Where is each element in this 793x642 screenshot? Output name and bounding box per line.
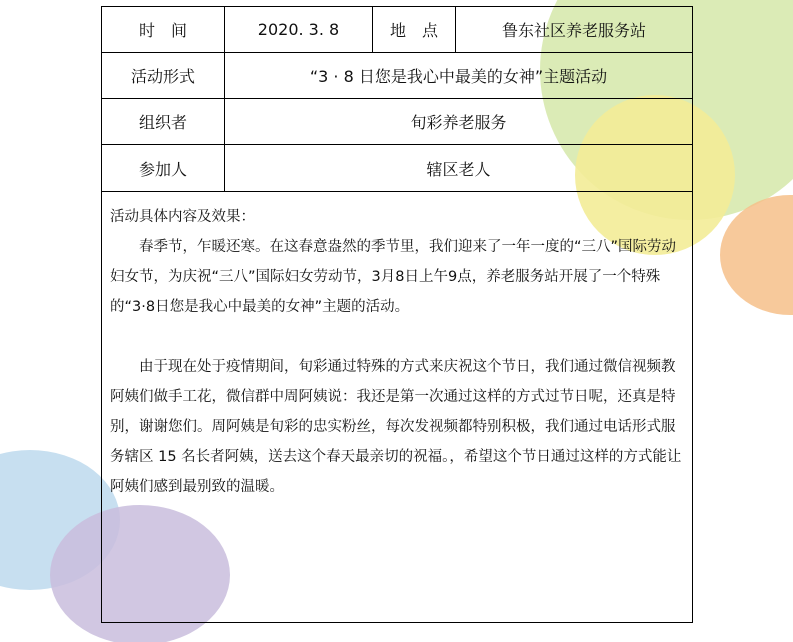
time-place-row <box>102 7 692 53</box>
time-label: 时 间 <box>138 21 187 40</box>
activity-form-value: “3 · 8 日您是我心中最美的女神”主题活动 <box>224 53 692 98</box>
place-value: 鲁东社区养老服务站 <box>455 7 692 52</box>
activity-record-table <box>101 6 693 623</box>
activity-content-section <box>102 192 692 622</box>
organizer-label: 组织者 <box>138 113 187 132</box>
place-label: 地 点 <box>372 7 455 52</box>
organizer-row <box>102 99 692 145</box>
activity-form-row <box>102 53 692 99</box>
content-heading: 活动具体内容及效果： <box>110 209 255 225</box>
paragraph-gap <box>110 322 682 352</box>
time-value: 2020. 3. 8 <box>224 7 372 52</box>
participants-value: 辖区老人 <box>224 145 692 191</box>
participants-label: 参加人 <box>138 159 187 179</box>
participants-row <box>102 145 692 192</box>
organizer-value: 旬彩养老服务 <box>224 99 692 144</box>
activity-form-label: 活动形式 <box>130 67 195 86</box>
content-paragraph-1: 春季节，乍暖还寒。在这春意盎然的季节里，我们迎来了一年一度的“三八”国际劳动妇女节，为庆祝“三八”国际妇女劳动节，3月8日上午9点，养老服务站开展了一个特殊的“3·8日您是我心中最美的女神”主题的活动。 <box>110 239 677 315</box>
content-paragraph-2: 由于现在处于疫情期间，旬彩通过特殊的方式来庆祝这个节日，我们通过微信视频教阿姨们做手工花，微信群中周阿姨说：我还是第一次通过这样的方式过节日呢，还真是特别，谢谢您们。周阿姨是旬彩的忠实粉丝，每次发视频都特别积极，我们通过电话形式服务辖区 15 名长者阿姨，送去这个春天最亲切的祝福。，希望这个节日通过这样的方式能让阿姨们感到最别致的温暖。 <box>110 359 682 495</box>
